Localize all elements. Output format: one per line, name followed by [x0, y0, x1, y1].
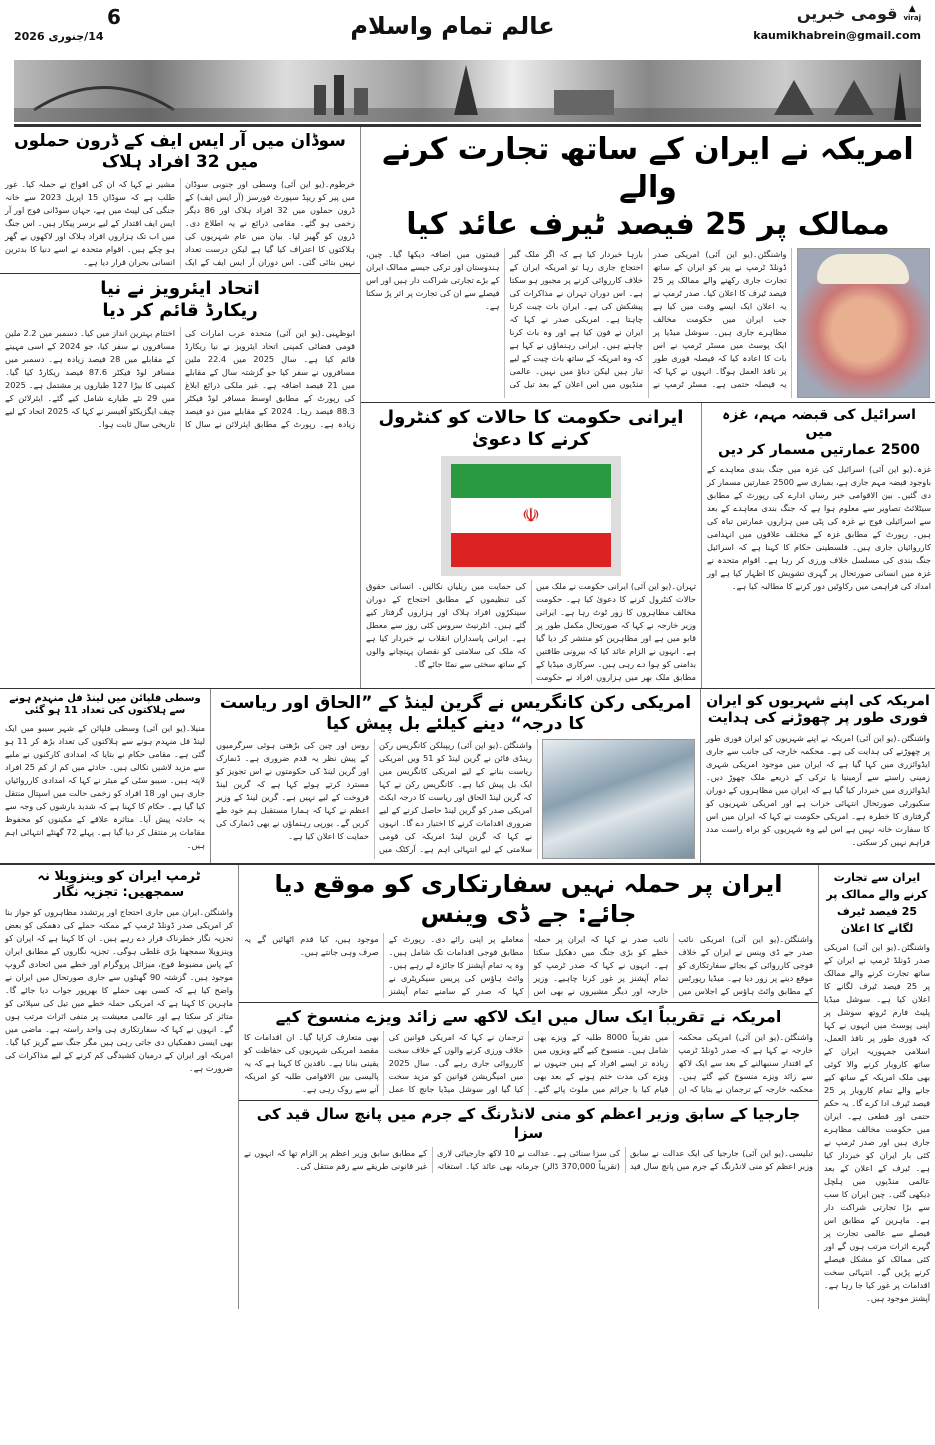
philippines-story-body: منیلا۔(یو این آئی) وسطی فلپائن کے شہر سیبو میں ایک لینڈ فل منہدم ہونے سے ہلاکتوں کی تعداد بڑھ کر 11 ہو گئی ہے۔ مقامی حکام نے بتایا کہ امدادی کارکنوں نے ملبے سے مزید لاشیں نکالی ہیں۔ حادثے میں کم از کم 25 افراد لاپتہ ہیں۔ سیبو سٹی کے میئر نے کہا کہ امدادی کارروائیاں جاری ہیں اور 18 افراد کو زخمی حالت میں اسپتال منتقل کیا گیا ہے۔ حکام کا کہنا ہے کہ شدید بارشوں کی وجہ سے یہ حادثہ پیش آیا۔ متاثرہ علاقے کے مکینوں کو محفوظ مقامات پر منتقل کر دیا گیا ہے۔ پہلے 72 گھنٹے انتہائی اہم ہیں۔	[5, 722, 205, 850]
georgia-story-body: تبلیسی۔(یو این آئی) جارجیا کی ایک عدالت نے سابق وزیر اعظم کو منی لانڈرنگ کے جرم میں پانچ سال قید کی سزا سنائی ہے۔ عدالت نے 10 لاکھ جارجیائی لاری (تقریباً 370,000 ڈالر) جرمانہ بھی عائد کیا۔ استغاثہ کے مطابق سابق وزیر اعظم پر الزام تھا کہ انہوں نے غیر قانونی طریقے سے رقم منتقل کی۔	[244, 1147, 813, 1171]
lead-story-body: واشنگٹن۔(یو این آئی) امریکی صدر ڈونلڈ ٹرمپ نے پیر کو ایران کے ساتھ تجارت جاری رکھنے والے ممالک پر 25 فیصد ٹیرف کا اعلان کیا۔ صدر ٹرمپ نے یہ اعلان ایک ایسے وقت میں کیا ہے جب ایران میں حکومت مخالف مظاہرے جاری ہیں۔ سوشل میڈیا پر ایک پوسٹ میں مسٹر ٹرمپ نے اس بات کا اعادہ کیا کہ فیصلہ فوری طور پر نافذ العمل ہوگا۔ انہوں نے کہا کہ یہ فیصلہ حتمی ہے۔ مسٹر ٹرمپ نے بارہا خبردار کیا ہے کہ اگر ملک گیر احتجاج جاری رہا تو امریکہ ایران کے خلاف کارروائی کرنے پر مجبور ہو سکتا ہے۔ اس دوران تہران نے مذاکرات کی پیشکش کی ہے۔ ایران بات چیت کرنا چاہتا ہے۔ امریکی صدر نے کہا کہ ایران نے فون کیا ہے اور وہ بات کرنا چاہتے ہیں۔ ایرانی رہنماؤں نے کہا ہے کہ وہ امریکہ کے ساتھ بات چیت کے لیے تیار ہیں لیکن دباؤ میں نہیں۔ عالمی منڈیوں میں اس اعلان کے بعد تیل کی قیمتوں میں اضافہ دیکھا گیا۔ چین، ہندوستان اور ترکی جیسے ممالک ایران کے بڑے تجارتی شراکت دار ہیں اور اس فیصلے سے ان کی تجارت پر اثر پڑ سکتا ہے۔	[366, 248, 787, 389]
etihad-headline-line1: اتحاد ایئرویز نے نیا	[100, 277, 260, 299]
us-citizens-headline-line1: امریکہ کی اپنے شہریوں کو ایران	[706, 692, 930, 709]
greenland-ice-photo	[542, 739, 695, 859]
etihad-story-body: ابوظہبی۔(یو این آئی) متحدہ عرب امارات کی قومی فضائی کمپنی اتحاد ایئرویز نے نیا ریکارڈ قائم کیا ہے۔ سال 2025 میں 22.4 ملین مسافروں نے سفر کیا جو گزشتہ سال کے مقابلے میں 21 فیصد اضافہ ہے۔ غیر ملکی ذرائع ابلاغ کی رپورٹ کے مطابق اوسط مسافر لوڈ فیکٹر 88.3 فیصد رہا۔ 2024 کے مقابلے میں دو فیصد زیادہ ہے۔ رپورٹ کے مطابق ایئرلائن نے سال کا اختتام بہترین انداز میں کیا۔ دسمبر میں 2.2 ملین مسافروں نے سفر کیا، جو 2024 کے اسی مہینے کے مقابلے میں 28 فیصد زیادہ ہے۔ دسمبر میں مسافر لوڈ فیکٹر 87.6 فیصد ریکارڈ کیا گیا۔ کمپنی کا بیڑا 127 طیاروں پر مشتمل ہے۔ 2025 میں 29 نئے طیارے شامل کیے گئے۔ ایئرلائن کے چیف ایگزیکٹو آفیسر نے کہا کہ 2025 اتحاد کے لیے تاریخی سال ثابت ہوا۔	[5, 327, 356, 429]
etihad-story	[0, 273, 360, 435]
greenland-headline: امریکی رکن کانگریس نے گرین لینڈ کے ”الحاق اور ریاست کا درجہ“ دینے کیلئے بل پیش کیا	[219, 692, 692, 734]
tariff-box-headline: ایران سے تجارت کرنے والے ممالک پر 25 فیصد ٹیرف لگانے کا اعلان	[826, 871, 928, 935]
trump-photo	[797, 248, 931, 398]
vance-headline: ایران پر حملہ نہیں سفارتکاری کو موقع دیا جائے: جے ڈی وینس	[274, 870, 783, 928]
page-number: 6	[107, 5, 121, 29]
gaza-headline-line2: 2500 عمارتیں مسمار کر دیں	[718, 441, 920, 458]
brand-row	[691, 4, 921, 23]
venezuela-headline: ٹرمپ ایران کو وینزویلا نہ سمجھیں: تجزیہ نگار	[37, 869, 201, 901]
world-landmarks-banner	[14, 60, 921, 122]
philippines-story	[0, 689, 210, 864]
georgia-story	[239, 1100, 818, 1177]
greenland-story	[210, 689, 700, 864]
venezuela-story	[0, 865, 238, 1309]
gaza-story-body: غزہ۔(یو این آئی) اسرائیل کی غزہ میں جنگ بندی معاہدے کے باوجود قبضہ مہم جاری ہے، بمباری سے 2500 عمارتیں مسمار کر دی گئیں۔ بین الاقوامی خبر رساں ادارے کی رپورٹ کے مطابق سیٹلائٹ تصاویر سے معلوم ہوا ہے کہ جنگ بندی معاہدے کے بعد سے اسرائیلی فوج نے غزہ کی پٹی میں ہزاروں عمارتیں تباہ کی ہیں۔ رپورٹ کے مطابق غزہ کے مختلف علاقوں میں انہدامی کارروائیاں جاری ہیں۔ فلسطینی حکام کا کہنا ہے کہ اسرائیل جنگ بندی کی مسلسل خلاف ورزی کر رہا ہے۔ اقوام متحدہ نے غزہ میں انسانی صورتحال پر گہری تشویش کا اظہار کیا ہے اور امداد کی فراہمی میں رکاوٹیں دور کرنے کا مطالبہ کیا ہے۔	[707, 464, 931, 591]
iran-gov-story	[361, 403, 701, 688]
lead-story	[361, 127, 935, 402]
row-middle-stories	[0, 688, 935, 864]
contact-email: kaumikhabrein@gmail.com	[753, 29, 921, 42]
us-citizens-story	[700, 689, 935, 864]
row-bottom-stories	[0, 863, 935, 1309]
iran-emblem-icon: ☫	[451, 498, 611, 533]
iran-gov-headline: ایرانی حکومت کا حالات کو کنٹرول کرنے کا دعویٰ	[378, 406, 684, 450]
sudan-story-body: خرطوم۔(یو این آئی) وسطی اور جنوبی سوڈان میں پیر کو ریپڈ سپورٹ فورسز (آر ایس ایف) کے ڈرون حملوں میں 32 افراد ہلاک اور 86 دیگر زخمی ہو گئے۔ مقامی ذرائع نے یہ اطلاع دی۔ ڈرون کو گھیر لیا۔ بیان میں عام شہریوں کی ہلاکتوں کا اعتراف کیا گیا ہے لیکن درست تعداد نہیں بتائی گئی۔ اس دوران آر ایس ایف کے ایک مشیر نے کہا کہ ان کی افواج نے حملہ کیا۔ غور طلب ہے کہ سوڈان 15 اپریل 2023 سے خانہ جنگی کی لپیٹ میں ہے، جہاں سوڈانی فوج اور آر ایس ایف اقتدار کے لیے برسر پیکار ہیں۔ اس جنگ میں اب تک ہزاروں افراد ہلاک اور لاکھوں بے گھر ہو چکے ہیں۔ اقوام متحدہ نے اسے دنیا کا بدترین انسانی بحران قرار دیا ہے۔	[5, 178, 355, 267]
tariff-box	[818, 865, 935, 1309]
left-column-group	[0, 127, 360, 688]
philippines-headline-line1: وسطی فلپائن میں لینڈ فل منہدم ہونے	[9, 692, 201, 704]
etihad-headline-line2: ریکارڈ قائم کر دیا	[102, 300, 258, 321]
brand-logo-icon: ▲ viraj	[903, 3, 921, 22]
brand-block	[691, 4, 921, 42]
brand-name: قومی خبریں	[796, 4, 898, 23]
issue-date: 14/جنوری 2026	[14, 30, 104, 43]
secondary-stories	[361, 402, 935, 688]
sudan-story	[0, 127, 360, 273]
section-title: عالم تمام واسلام	[350, 12, 555, 40]
georgia-headline: جارجیا کے سابق وزیر اعظم کو منی لانڈرنگ کے جرم میں پانچ سال قید کی سزا	[256, 1105, 801, 1142]
skyline-illustration	[14, 60, 921, 122]
lead-headline-line1: امریکہ نے ایران کے ساتھ تجارت کرنے والے	[382, 132, 914, 205]
visas-story-body: واشنگٹن۔(یو این آئی) امریکی محکمہ خارجہ نے کہا ہے کہ صدر ڈونلڈ ٹرمپ کے اقتدار سنبھالنے کے بعد سے ایک لاکھ سے زائد ویزے منسوخ کیے گئے ہیں۔ محکمہ خارجہ کے ترجمان نے بتایا کہ ان میں تقریباً 8000 طلبہ کے ویزے بھی شامل ہیں۔ منسوخ کیے گئے ویزوں میں زیادہ تر ایسے افراد کے ہیں جنہوں نے ویزے کی مدت ختم ہونے کے بعد بھی قیام کیا یا جرائم میں ملوث پائے گئے۔ ترجمان نے کہا کہ امریکی قوانین کی خلاف ورزی کرنے والوں کے خلاف سخت کارروائی جاری رہے گی۔ سال 2025 میں امیگریشن قوانین کو مزید سخت کیا گیا اور سوشل میڈیا جانچ کا عمل بھی متعارف کرایا گیا۔ ان اقدامات کا مقصد امریکی شہریوں کی حفاظت کو یقینی بنانا ہے۔ ناقدین کا کہنا ہے کہ یہ پالیسی بین الاقوامی طلبہ کو امریکہ آنے سے روک رہی ہے۔	[244, 1032, 813, 1094]
greenland-story-columns	[216, 739, 695, 859]
us-citizens-story-body: واشنگٹن۔(یو این آئی) امریکہ نے اپنے شہریوں کو ایران فوری طور پر چھوڑنے کی ہدایت کی ہے۔ محکمہ خارجہ کی جانب سے جاری ایڈوائزری میں کہا گیا ہے کہ ایران میں موجود امریکی شہری زمینی راستے سے آرمینیا یا ترکی کے ذریعے ملک چھوڑ دیں۔ ایڈوائزری میں خبردار کیا گیا ہے کہ ایران میں مظاہروں کے دوران سکیورٹی صورتحال انتہائی خراب ہے اور امریکی شہریوں کو گرفتاری کا خطرہ ہے۔ امریکی حکومت نے کہا کہ ایران میں اس کا سفارت خانہ نہیں ہے اس لیے وہ شہریوں کو براہ راست مدد فراہم نہیں کر سکتی۔	[706, 732, 930, 847]
page-meta	[14, 4, 214, 43]
sudan-headline: سوڈان میں آر ایس ایف کے ڈرون حملوں میں 32 افراد ہلاک	[14, 131, 346, 173]
iran-flag-image	[441, 456, 621, 576]
row-top-stories	[0, 127, 935, 688]
lead-headline-line2: ممالک پر 25 فیصد ٹیرف عائد کیا	[406, 207, 890, 242]
venezuela-story-body: واشنگٹن۔ایران میں جاری احتجاج اور پرتشدد مظاہروں کو جواز بنا کر امریکی صدر ڈونلڈ ٹرمپ کے ممکنہ حملے کی دھمکی کو بعض تجزیہ نگار خطرناک قرار دے رہے ہیں۔ ان کا کہنا ہے کہ ایران کو وینزویلا سمجھنا بڑی غلطی ہوگی۔ تجزیہ نگاروں کے مطابق ایران کے پاس مضبوط فوج، میزائل پروگرام اور خطے میں اتحادی گروپ موجود ہیں۔ گزشتہ 90 گھنٹوں سے جاری صورتحال میں ایران نے واضح کیا ہے کہ کسی بھی حملے کا بھرپور جواب دیا جائے گا۔ ماہرین کا کہنا ہے کہ امریکی حملہ خطے میں تیل کی سپلائی کو متاثر کر سکتا ہے اور عالمی معیشت پر منفی اثرات مرتب ہوں گے۔ انہوں نے کہا کہ سفارتکاری ہی واحد راستہ ہے۔ ماضی میں بھی ایسی دھمکیاں دی جاتی رہی ہیں مگر جنگ سے گریز کیا گیا۔ امریکہ اور ایران کے درمیان کشیدگی کم کرنے کے لیے مذاکرات کی ضرورت ہے۔	[5, 906, 233, 1073]
us-citizens-headline-line2: فوری طور پر چھوڑنے کی ہدایت	[707, 710, 929, 726]
philippines-headline-line2: سے ہلاکتوں کی تعداد 11 ہو گئی	[24, 705, 186, 716]
right-column-group	[360, 127, 935, 688]
lead-story-columns	[366, 248, 930, 398]
center-bottom-group	[238, 865, 818, 1309]
vance-story	[239, 865, 818, 1002]
iran-gov-story-body: تہران۔(یو این آئی) ایرانی حکومت نے ملک میں حالات کنٹرول کرنے کا دعویٰ کیا ہے۔ حکومت مخالف مظاہروں کا زور ٹوٹ رہا ہے۔ ایرانی وزیر خارجہ نے کہا کہ صورتحال مکمل طور پر قابو میں ہے اور مظاہرین کو منتشر کر دیا گیا ہے۔ انہوں نے الزام عائد کیا کہ بیرونی طاقتیں بدامنی کو ہوا دے رہی ہیں۔ سرکاری میڈیا کے مطابق ملک بھر میں ہزاروں افراد نے حکومت کی حمایت میں ریلیاں نکالیں۔ انسانی حقوق کی تنظیموں کے مطابق احتجاج کے دوران سینکڑوں افراد ہلاک اور ہزاروں گرفتار کیے گئے ہیں۔ انٹرنیٹ سروس کئی روز سے معطل ہے۔ ایرانی پاسداران انقلاب نے خبردار کیا ہے کہ ملک کی سلامتی کو نقصان پہنچانے والوں کے ساتھ سختی سے نمٹا جائے گا۔	[366, 580, 696, 682]
greenland-story-body: واشنگٹن۔(یو این آئی) ریپبلکن کانگریس رکن رینڈی فائن نے گرین لینڈ کو 51 ویں امریکی ریاست بنانے کے لیے امریکی کانگریس میں ایک بل پیش کیا ہے۔ کانگریس رکن نے کہا کہ گرین لینڈ الحاق اور ریاست کا درجہ ایکٹ امریکی صدر کو گرین لینڈ حاصل کرنے کے لیے ضروری اقدامات کرنے کا اختیار دے گا۔ انہوں نے کہا کہ گرین لینڈ امریکہ کی قومی سلامتی کے لیے انتہائی اہم ہے۔ آرکٹک میں روس اور چین کی بڑھتی ہوئی سرگرمیوں کے پیش نظر یہ قدم ضروری ہے۔ ڈنمارک اور گرین لینڈ کی حکومتوں نے اس تجویز کو مسترد کرتے ہوئے کہا ہے کہ گرین لینڈ فروخت کے لیے نہیں ہے۔ گرین لینڈ کے وزیر اعظم نے کہا کہ ہمارا مستقبل ہم خود طے کریں گے۔ یورپی رہنماؤں نے بھی ڈنمارک کی حمایت کا اعلان کیا ہے۔	[216, 740, 532, 854]
page-header	[0, 0, 935, 60]
gaza-story	[701, 403, 935, 688]
vance-story-body: واشنگٹن۔(یو این آئی) امریکی نائب صدر جے ڈی وینس نے ایران کے خلاف فوجی کارروائی کے بجائے سفارتکاری کو موقع دینے پر زور دیا ہے۔ میڈیا رپورٹس کے مطابق وائٹ ہاؤس کے اجلاس میں نائب صدر نے کہا کہ ایران پر حملہ خطے کو بڑی جنگ میں دھکیل سکتا ہے۔ انہوں نے کہا کہ صدر ٹرمپ کو تمام آپشنز پر غور کرنا چاہیے۔ وزیر خارجہ اور دیگر مشیروں نے بھی اس معاملے پر اپنی رائے دی۔ رپورٹ کے مطابق فوجی اقدامات تک شامل ہیں۔ وہ یہ تمام آپشنز کا جائزہ لے رہے ہیں۔ وائٹ ہاؤس کی پریس سیکریٹری نے کہا کہ صدر کے سامنے تمام آپشنز موجود ہیں، کیا قدم اٹھائیں گے یہ صرف وہی جانتے ہیں۔	[244, 934, 813, 996]
visas-headline: امریکہ نے تقریباً ایک سال میں ایک لاکھ سے زائد ویزے منسوخ کیے	[275, 1007, 782, 1026]
gaza-headline-line1: اسرائیل کی قبضہ مہم، غزہ میں	[722, 406, 916, 440]
visas-story	[239, 1002, 818, 1100]
tariff-box-body: واشنگٹن۔(یو این آئی) امریکی صدر ڈونلڈ ٹرمپ نے ایران کے ساتھ تجارت کرنے والے ممالک پر 25 فیصد ٹیرف لگانے کا اعلان کیا ہے۔ سوشل میڈیا پلیٹ فارم ٹروتھ سوشل پر اپنی پوسٹ میں انہوں نے کہا کہ فوری طور پر نافذ العمل، اسلامی جمہوریہ ایران کے ساتھ کاروبار کرنے والا کوئی بھی ملک امریکہ کے ساتھ کیے جانے والے تمام کاروبار پر 25 فیصد ٹیرف ادا کرے گا۔ یہ حکم حتمی اور قطعی ہے۔ ایران میں حکومت مخالف مظاہرے جاری ہیں اور صدر ٹرمپ نے کئی بار ایران کو خبردار کیا ہے۔ ٹیرف کے اعلان کے بعد عالمی منڈیوں میں ہلچل دیکھی گئی۔ چین ایران کا سب سے بڑا تجارتی شراکت دار ہے۔ ماہرین کے مطابق اس فیصلے سے عالمی تجارت پر گہرے اثرات مرتب ہوں گے اور کئی ممالک کو مشکل فیصلے کرنے پڑیں گے۔ انتہائی سخت اقدامات پر غور کیا جا رہا ہے۔ آپشنز موجود ہیں۔	[824, 942, 930, 1303]
